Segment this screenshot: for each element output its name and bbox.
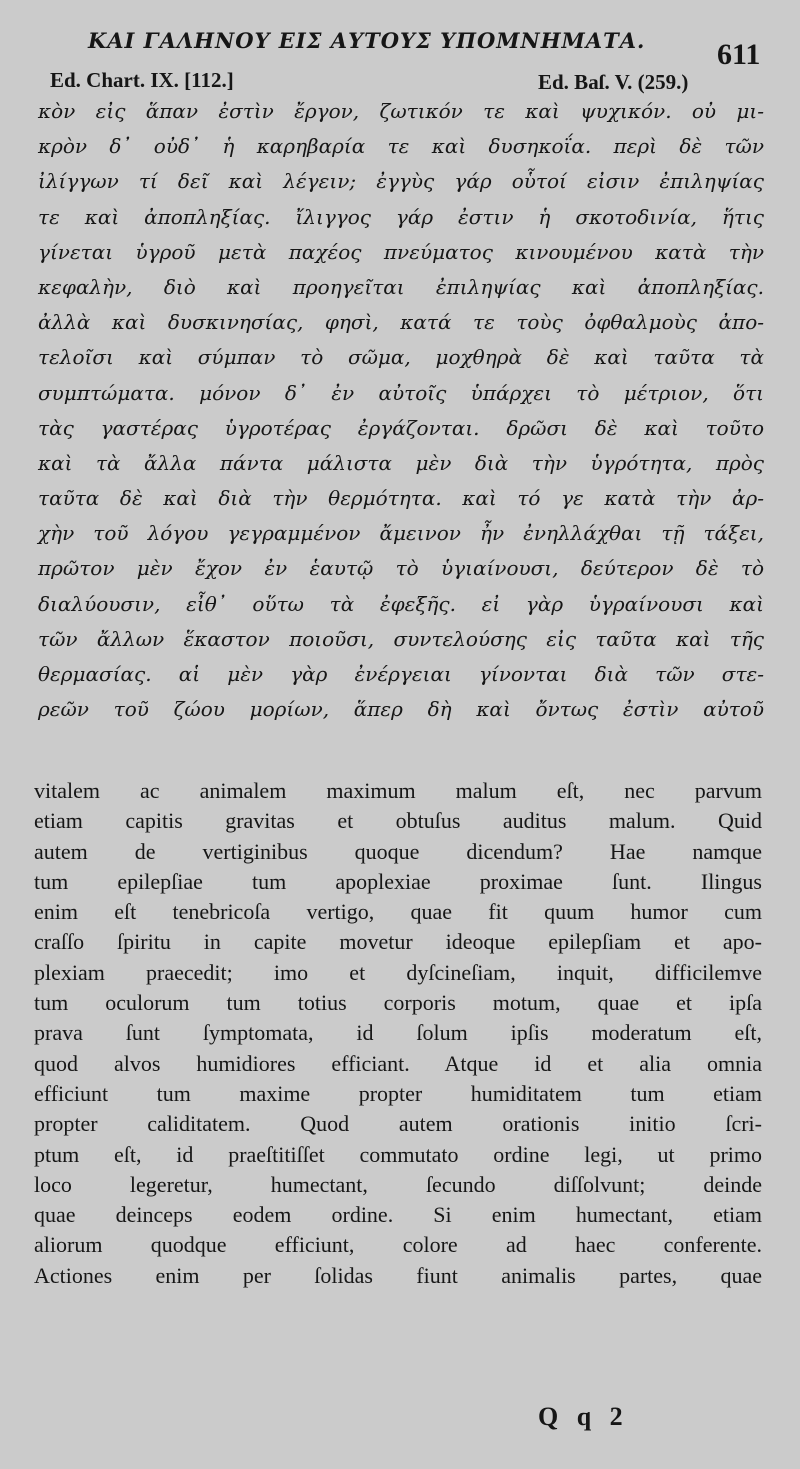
greek-text-line: τῶν ἄλλων ἕκαστον ποιοῦσι, συντελούσης εἰς ταῦτα καὶ τῆς	[38, 626, 764, 651]
latin-text-line: quod alvos humidiores efficiant. Atque id et alia omnia	[34, 1050, 762, 1076]
latin-text-line: aliorum quodque efficiunt, colore ad haec conferente.	[34, 1232, 762, 1258]
greek-text-block	[38, 94, 764, 727]
greek-text-line: συμπτώματα. μόνον δ᾽ ἐν αὐτοῖς ὑπάρχει τὸ μέτριον, ὅτι	[38, 380, 764, 405]
greek-text-line: κὸν εἰς ἅπαν ἐστὶν ἔργον, ζωτικόν τε καὶ ψυχικόν. οὐ μι-	[38, 99, 764, 123]
greek-text-line: καὶ τὰ ἄλλα πάντα μάλιστα μὲν διὰ τὴν ὑγρότητα, πρὸς	[38, 450, 764, 475]
greek-text-line: ρεῶν τοῦ ζώου μορίων, ἅπερ δὴ καὶ ὄντως ἐστὶν αὐτοῦ	[38, 697, 764, 722]
greek-text-line: χὴν τοῦ λόγου γεγραμμένον ἄμεινον ἦν ἐνηλλάχθαι τῇ τάξει,	[38, 521, 764, 546]
greek-text-line: πρῶτον μὲν ἔχον ἐν ἑαυτῷ τὸ ὑγιαίνουσι, δεύτερον δὲ τὸ	[38, 556, 764, 581]
latin-text-line: etiam capitis gravitas et obtuſus auditus malum. Quid	[34, 808, 762, 834]
latin-text-line: vitalem ac animalem maximum malum eſt, nec parvum	[34, 778, 762, 803]
greek-text-line: διαλύουσιν, εἶθ᾽ οὕτω τὰ ἐφεξῆς. εἰ γὰρ ὑγραίνουσι καὶ	[38, 591, 764, 616]
edition-reference-right: Ed. Baſ. V. (259.)	[538, 70, 689, 94]
latin-text-line: ptum eſt, id praeſtitiſſet commutato ordine legi, ut primo	[34, 1141, 762, 1167]
greek-text-line: κρὸν δ᾽ οὐδ᾽ ἡ καρηβαρία τε καὶ δυσηκοΐα. περὶ δὲ τῶν	[38, 134, 764, 159]
greek-text-line: τε καὶ ἀποπληξίας. ἴλιγγος γάρ ἐστιν ἡ σκοτοδινία, ἥτις	[38, 204, 764, 229]
latin-text-line: loco legeretur, humectant, ſecundo diſſolvunt; deinde	[34, 1171, 762, 1197]
latin-text-line: quae deinceps eodem ordine. Si enim humectant, etiam	[34, 1202, 762, 1228]
latin-text-line: prava ſunt ſymptomata, id ſolum ipſis moderatum eſt,	[34, 1020, 762, 1046]
greek-text-line: ἰλίγγων τί δεῖ καὶ λέγειν; ἐγγὺς γάρ οὗτοί εἰσιν ἐπιληψίας	[38, 169, 764, 194]
latin-text-line: autem de vertiginibus quoque dicendum? Hae namque	[34, 838, 762, 864]
latin-text-block	[34, 776, 762, 1291]
page-header	[0, 0, 800, 100]
latin-text-line: enim eſt tenebricoſa vertigo, quae fit quum humor cum	[34, 899, 762, 925]
latin-text-line: tum epilepſiae tum apoplexiae proximae ſunt. Ilingus	[34, 868, 762, 894]
running-title: ΚΑΙ ΓΑΛΗΝΟΥ ΕΙΣ ΑΥΤΟΥΣ ΥΠΟΜΝΗΜΑΤΑ.	[88, 28, 646, 53]
greek-text-line: κεφαλὴν, διὸ καὶ προηγεῖται ἐπιληψίας καὶ ἀποπληξίας.	[38, 274, 764, 299]
latin-text-line: plexiam praecedit; imo et dyſcineſiam, inquit, difficilemve	[34, 959, 762, 985]
printer-signature: Q q 2	[538, 1402, 629, 1431]
greek-text-line: ἀλλὰ καὶ δυσκινησίας, φησὶ, κατά τε τοὺς ὀφθαλμοὺς ἀπο-	[38, 310, 764, 335]
page-number: 611	[717, 38, 761, 71]
greek-text-line: γίνεται ὑγροῦ μετὰ παχέος πνεύματος κινουμένου κατὰ τὴν	[38, 239, 764, 264]
greek-text-line: τελοῖσι καὶ σύμπαν τὸ σῶμα, μοχθηρὰ δὲ καὶ ταῦτα τὰ	[38, 345, 764, 370]
latin-text-line: craſſo ſpiritu in capite movetur ideoque epilepſiam et apo-	[34, 929, 762, 955]
edition-reference-left: Ed. Chart. IX. [112.]	[50, 68, 234, 92]
latin-text-line: tum oculorum tum totius corporis motum, quae et ipſa	[34, 990, 762, 1016]
latin-text-line: Actiones enim per ſolidas fiunt animalis partes, quae	[34, 1262, 762, 1288]
greek-text-line: ταῦτα δὲ καὶ διὰ τὴν θερμότητα. καὶ τό γε κατὰ τὴν ἀρ-	[38, 486, 764, 511]
latin-text-line: propter caliditatem. Quod autem orationis initio ſcri-	[34, 1111, 762, 1137]
latin-text-line: efficiunt tum maxime propter humiditatem tum etiam	[34, 1080, 762, 1106]
greek-text-line: θερμασίας. αἱ μὲν γὰρ ἐνέργειαι γίνονται διὰ τῶν στε-	[38, 662, 764, 686]
greek-text-line: τὰς γαστέρας ὑγροτέρας ἐργάζονται. δρῶσι δὲ καὶ τοῦτο	[38, 415, 764, 440]
